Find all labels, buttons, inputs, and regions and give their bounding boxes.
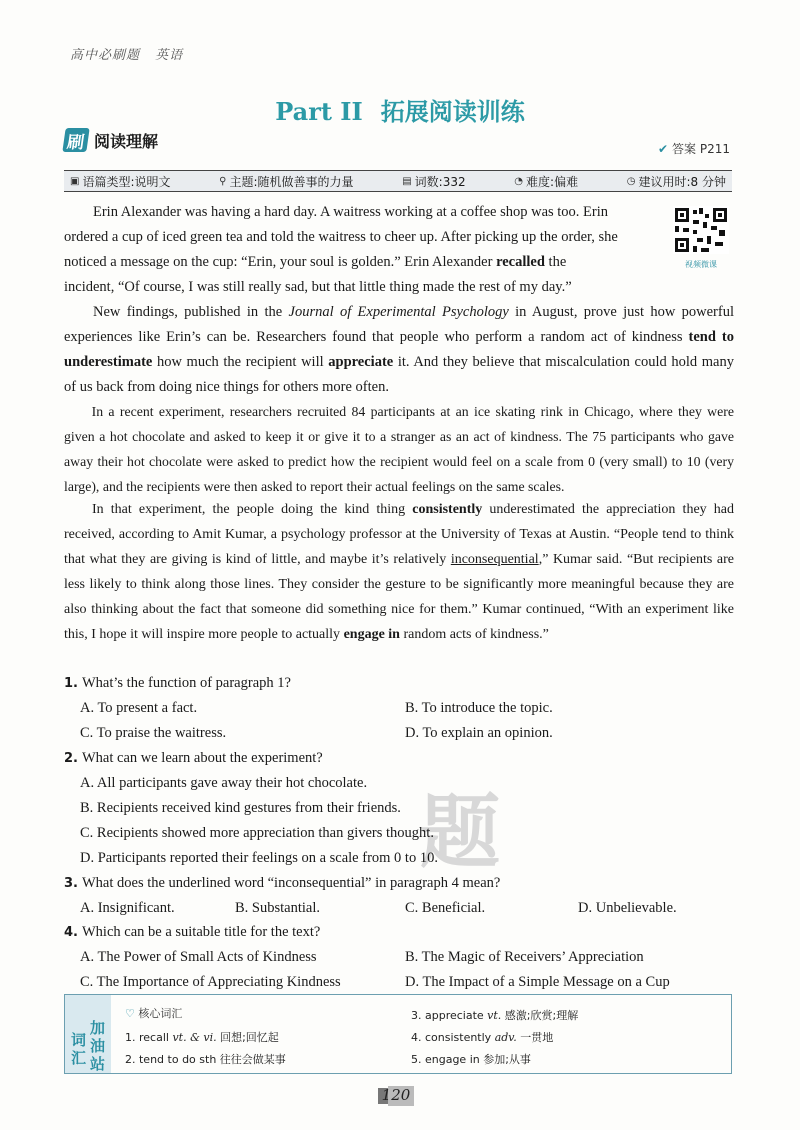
paragraph-3: In a recent experiment, researchers recruited 84 participants at an ice skating rink in Chicago, where they were given a hot chocolate and asked to keep it or give it to a stranger as an act of kindness. The 75 participants who gave away their hot chocolate were asked to predict how the recipient would feel on a scale from 0 (very small) to 10 (very large), and the recipients were then asked to report their actual feelings on the same scales. [64, 404, 734, 494]
q2-option-c[interactable]: C. Recipients showed more appreciation than givers thought. [80, 825, 434, 841]
p1-line: noticed a message on the cup: “Erin, your soul is golden.” Erin Alexander recalled the [64, 254, 567, 270]
q2-option-a[interactable]: A. All participants gave away their hot chocolate. [80, 775, 368, 791]
q1-option-b[interactable]: B. To introduce the topic. [405, 700, 553, 716]
vocab-item: 1. recall vt. & vi. 回想;回忆起 [125, 1031, 279, 1044]
running-header [70, 44, 193, 63]
q2-option-d[interactable]: D. Participants reported their feelings on a scale from 0 to 10. [80, 850, 438, 866]
paragraph-4: In that experiment, the people doing the kind thing consistently underestimated the appreciation they had received, according to Amit Kumar, a psychology professor at the University of Texas at Austin. “People tend to think that what they are giving is kind of little, and maybe it’s relatively inconsequential,” Kumar said. “But recipients are less likely to think along those lines. They consider the gesture to be significantly more meaningful because they are also thinking about the fact that someone did something nice for them.” Kumar continued, “With an experiment like this, I hope it will inspire more people to actually engage in random acts of kindness.” [64, 502, 734, 642]
vocab-heading: ♡ 核心词汇 [125, 1007, 183, 1020]
search-icon: ⚲ [219, 175, 227, 187]
paragraph-1 [64, 200, 664, 300]
q1-option-a[interactable]: A. To present a fact. [80, 700, 198, 716]
answer-page: 答案 P211 [672, 142, 730, 156]
vocab-tend-to: tend to underestimate [64, 329, 734, 370]
info-type: ▣ 语篇类型:说明文 [70, 174, 171, 189]
info-time: ◷ 建议用时:8 分钟 [626, 174, 726, 189]
q4-option-d[interactable]: D. The Impact of a Simple Message on a Cup [405, 974, 670, 990]
vocab-item: 3. appreciate vt. 感激;欣赏;理解 [411, 1009, 579, 1022]
info-topic: ⚲ 主题:随机做善事的力量 [219, 174, 354, 189]
q3-option-c[interactable]: C. Beneficial. [405, 900, 486, 916]
vocab-appreciate: appreciate [328, 354, 394, 370]
vocab-box [64, 994, 732, 1074]
q3-option-d[interactable]: D. Unbelievable. [578, 900, 677, 916]
page-number: 120 [378, 1084, 414, 1110]
vocab-item: 4. consistently adv. 一贯地 [411, 1031, 554, 1044]
clock-icon: ◷ [626, 175, 636, 187]
document-icon: ▤ [402, 175, 412, 187]
question-1: 1. What’s the function of paragraph 1? [64, 675, 291, 691]
q1-option-d[interactable]: D. To explain an opinion. [405, 725, 553, 741]
vocab-item: 5. engage in 参加;从事 [411, 1053, 531, 1066]
question-2: 2. What can we learn about the experiment? [64, 750, 323, 766]
p1-line: incident, “Of course, I was still really sad, but that little thing made the rest of my day.” [64, 279, 572, 295]
book-icon: ▣ [70, 175, 80, 187]
p1-line: Erin Alexander was having a hard day. A waitress working at a coffee shop was too. Erin [93, 204, 609, 220]
info-words: ▤ 词数:332 [402, 174, 466, 189]
part-number: Part II [275, 97, 363, 126]
info-difficulty: ◔ 难度:偏难 [514, 174, 579, 189]
question-3: 3. What does the underlined word “inconsequential” in paragraph 4 mean? [64, 875, 501, 891]
section-heading [64, 128, 158, 152]
vocab-engage-in: engage in [343, 627, 400, 642]
book-title: 高中必刷题 [70, 48, 141, 63]
vocab-recalled: recalled [496, 254, 545, 270]
subject-label: 英语 [155, 48, 184, 63]
answer-reference [658, 140, 730, 157]
vocab-tag: 词 汇 加 油 站 [65, 995, 111, 1073]
q3-option-a[interactable]: A. Insignificant. [80, 900, 175, 916]
watermark: 题 [420, 786, 494, 879]
gauge-icon: ◔ [514, 175, 524, 187]
paragraph-2: New findings, published in the Journal of Experimental Psychology in August, prove just how powerful experiences like Erin’s can be. Researchers found that people who perform a random act of kindness tend to underestimate how much the recipient will appreciate it. And they believe that miscalculation could hold many of us back from doing nice things for others more often. [64, 304, 734, 395]
info-bar [64, 170, 732, 192]
q4-option-a[interactable]: A. The Power of Small Acts of Kindness [80, 949, 317, 965]
check-icon: ✔ [657, 142, 669, 156]
heart-icon: ♡ [125, 1007, 135, 1020]
q3-option-b[interactable]: B. Substantial. [235, 900, 320, 916]
section-badge: 刷 [62, 128, 89, 152]
q1-option-c[interactable]: C. To praise the waitress. [80, 725, 227, 741]
part-title [0, 92, 800, 127]
vocab-item: 2. tend to do sth 往往会做某事 [125, 1053, 286, 1066]
p1-line: ordered a cup of iced green tea and told the waitress to cheer up. After picking up the order, she [64, 229, 618, 245]
qr-code[interactable] [673, 206, 729, 269]
question-4: 4. Which can be a suitable title for the text? [64, 924, 321, 940]
underlined-word: inconsequential [450, 552, 539, 567]
q2-option-b[interactable]: B. Recipients received kind gestures from their friends. [80, 800, 401, 816]
qr-label: 视频微课 [685, 260, 717, 269]
q4-option-c[interactable]: C. The Importance of Appreciating Kindness [80, 974, 341, 990]
q4-option-b[interactable]: B. The Magic of Receivers’ Appreciation [405, 949, 644, 965]
section-title: 阅读理解 [94, 131, 159, 151]
vocab-consistently: consistently [412, 502, 483, 517]
journal-name: Journal of Experimental Psychology [288, 304, 509, 320]
part-name: 拓展阅读训练 [380, 100, 525, 126]
